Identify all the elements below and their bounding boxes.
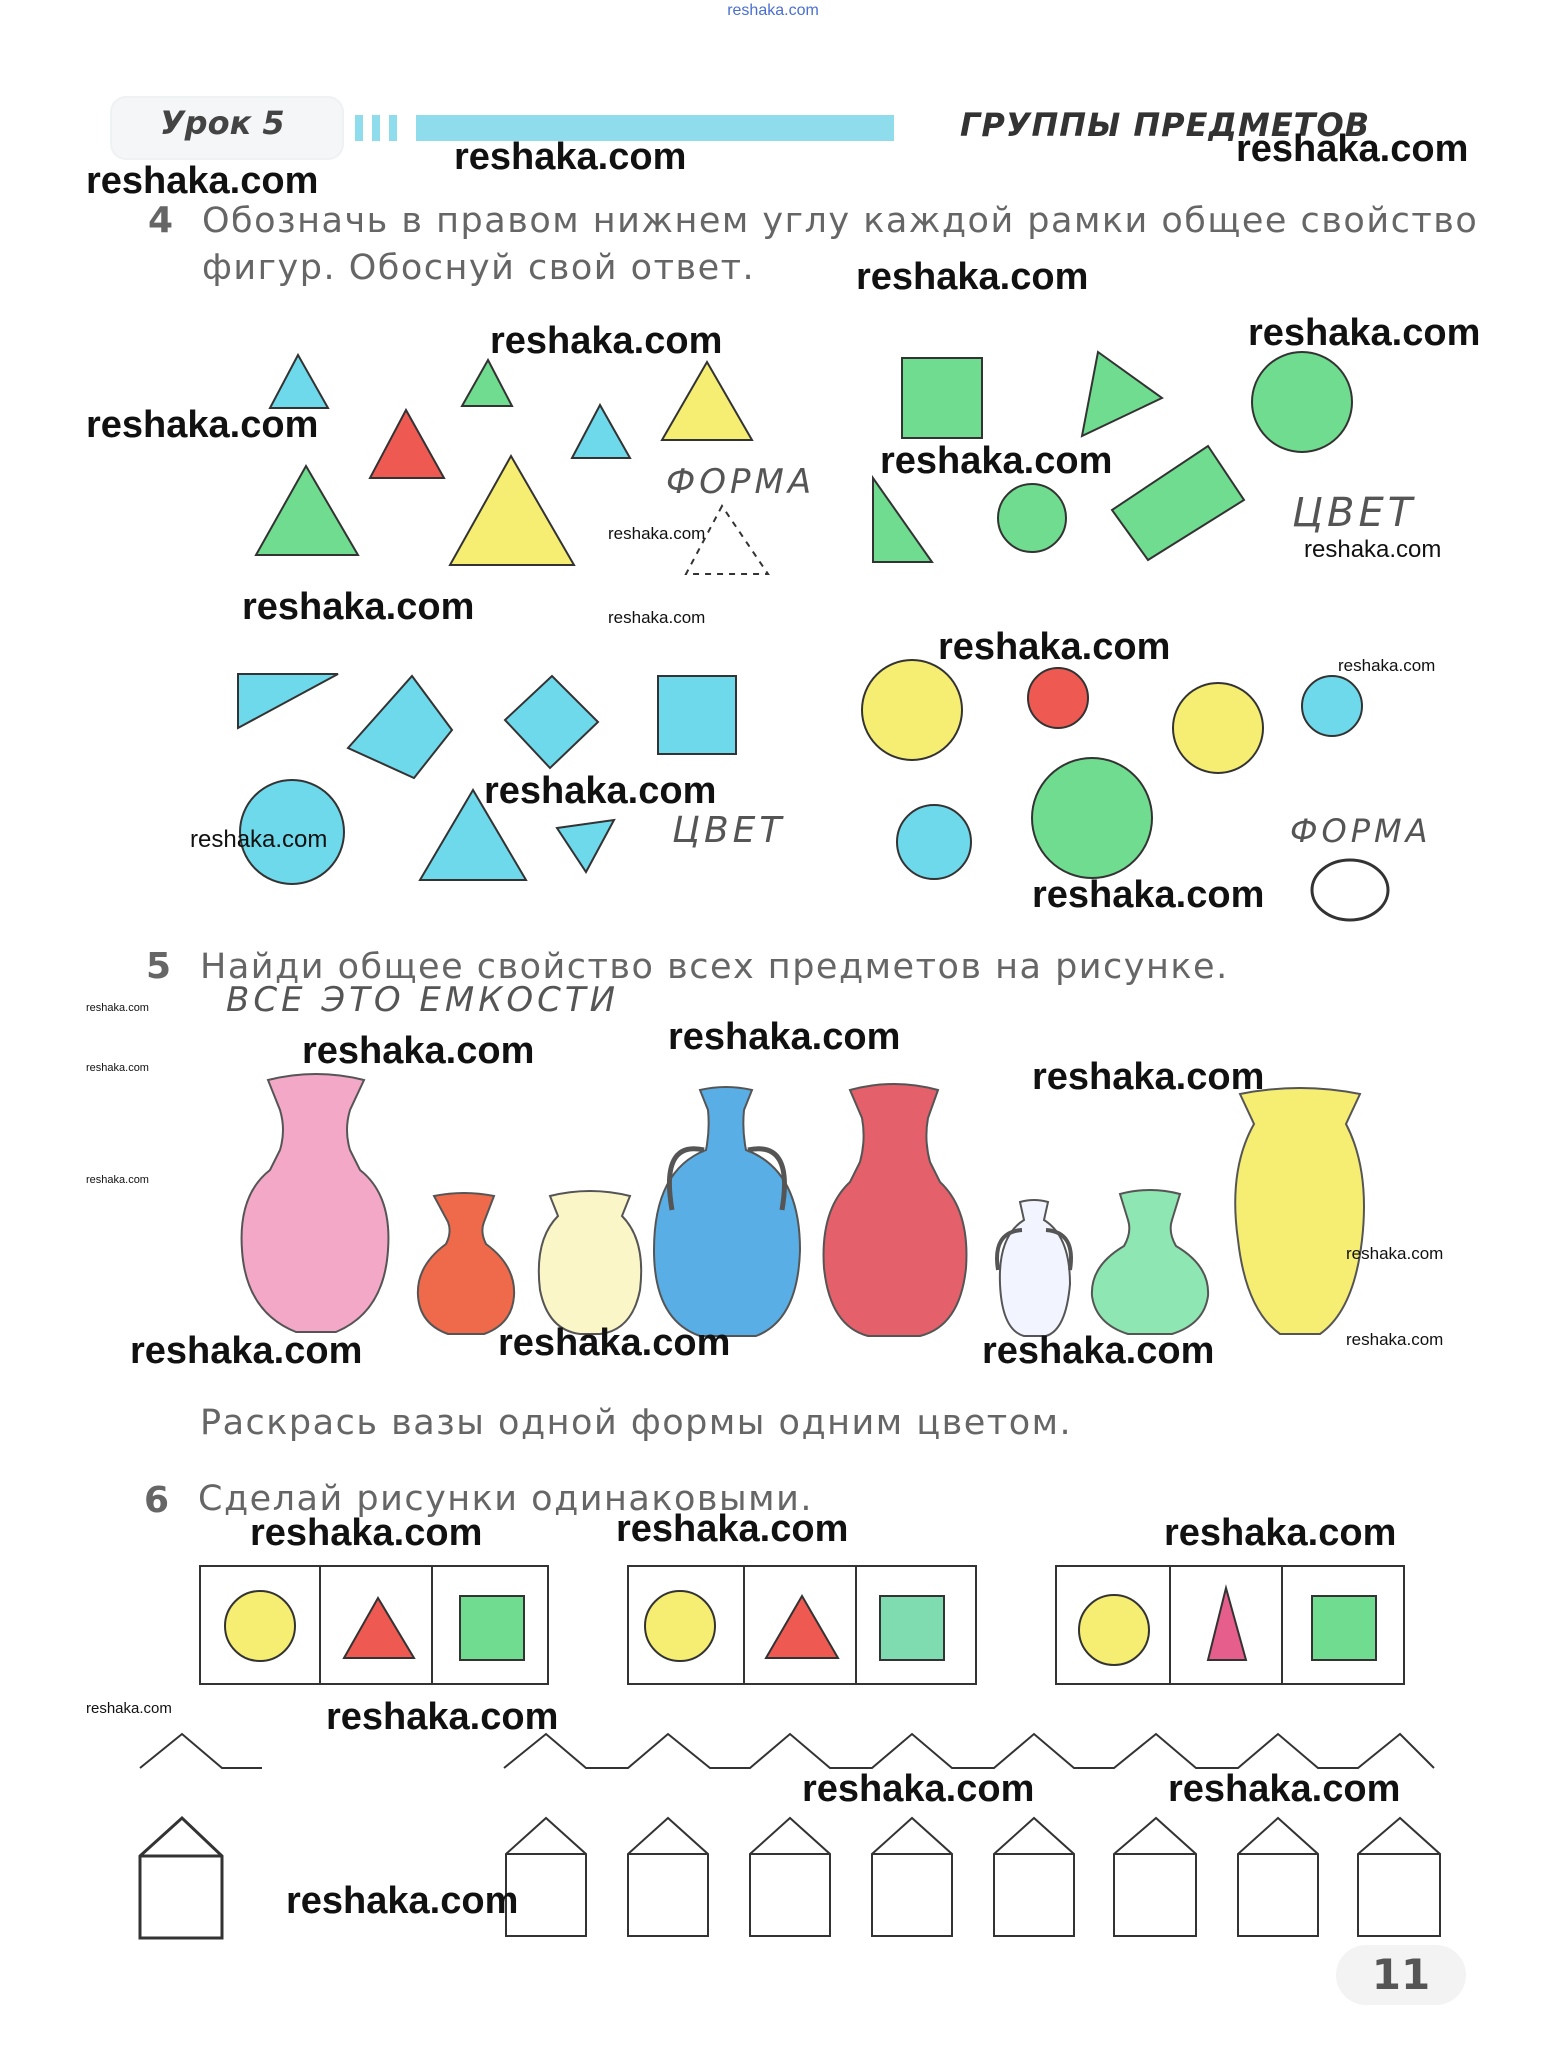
triangle xyxy=(370,410,444,478)
rectangle xyxy=(505,676,598,768)
watermark: reshaka.com xyxy=(616,1508,849,1550)
watermark: reshaka.com xyxy=(668,1016,901,1058)
triangle xyxy=(572,405,630,458)
task-5-instruction: Раскрась вазы одной формы одним цветом. xyxy=(200,1403,1073,1443)
triangle xyxy=(462,360,512,406)
rectangle xyxy=(1112,446,1244,560)
watermark: reshaka.com xyxy=(608,524,706,543)
page-number: 11 xyxy=(1336,1945,1466,2005)
watermark: reshaka.com xyxy=(1248,312,1481,354)
triangle xyxy=(270,355,328,408)
triangle xyxy=(1208,1588,1246,1660)
house-outlines xyxy=(506,1818,1440,1936)
zigzag-pattern xyxy=(140,1734,1434,1768)
task-5-answer: ВСЕ ЭТО ЕМКОСТИ xyxy=(226,980,620,1020)
square xyxy=(902,358,982,438)
watermark: reshaka.com xyxy=(498,1322,731,1364)
site-link[interactable]: reshaka.com xyxy=(727,2,819,19)
quadrilateral xyxy=(348,676,452,778)
watermark: reshaka.com xyxy=(1032,1056,1265,1098)
watermark: reshaka.com xyxy=(938,626,1171,668)
watermark: reshaka.com xyxy=(608,608,706,627)
watermark: reshaka.com xyxy=(86,1700,172,1717)
watermark: reshaka.com xyxy=(1304,536,1442,563)
watermark: reshaka.com xyxy=(86,1062,149,1074)
answer-frame-1: ФОРМА xyxy=(666,462,816,502)
watermark: reshaka.com xyxy=(1236,128,1469,170)
circle xyxy=(225,1591,295,1661)
vase-red-large xyxy=(824,1084,967,1336)
circle xyxy=(645,1591,715,1661)
vase-red xyxy=(418,1193,514,1334)
topic-title: ГРУППЫ ПРЕДМЕТОВ xyxy=(960,106,1371,144)
circle xyxy=(1079,1595,1149,1665)
square xyxy=(460,1596,524,1660)
circle xyxy=(897,805,971,879)
triangle xyxy=(450,456,574,565)
circle xyxy=(998,484,1066,552)
circle xyxy=(1302,676,1362,736)
answer-frame-2: ЦВЕТ xyxy=(1292,490,1417,536)
triangle xyxy=(344,1598,414,1658)
answer-frame-4: ФОРМА xyxy=(1290,812,1432,850)
watermark: reshaka.com xyxy=(1346,1330,1444,1349)
watermark: reshaka.com xyxy=(86,404,319,446)
triangle xyxy=(766,1596,838,1658)
watermark: reshaka.com xyxy=(190,826,328,853)
watermark: reshaka.com xyxy=(856,256,1089,298)
watermark: reshaka.com xyxy=(1338,656,1436,675)
vase-yellow-tall xyxy=(1235,1088,1364,1334)
circle xyxy=(1032,758,1152,878)
answer-frame-3: ЦВЕТ xyxy=(672,810,786,851)
square xyxy=(658,676,736,754)
vase-green xyxy=(1092,1190,1208,1334)
watermark: reshaka.com xyxy=(86,1002,149,1014)
task-6-shapes xyxy=(225,1588,1376,1665)
circle xyxy=(1028,668,1088,728)
watermark: reshaka.com xyxy=(1168,1768,1401,1810)
task-4-text-line2: фигур. Обоснуй свой ответ. xyxy=(202,248,756,288)
task-6-number: 6 xyxy=(144,1480,170,1521)
task-4-text-line1: Обозначь в правом нижнем углу каждой рамки общее свойство xyxy=(202,201,1479,241)
triangle xyxy=(256,466,358,555)
vase-pink xyxy=(242,1074,389,1332)
vase-blue-amphora xyxy=(654,1087,800,1336)
triangle xyxy=(557,820,614,872)
watermark: reshaka.com xyxy=(1164,1512,1397,1554)
watermark: reshaka.com xyxy=(880,440,1113,482)
watermark: reshaka.com xyxy=(242,586,475,628)
task-6-text: Сделай рисунки одинаковыми. xyxy=(198,1479,813,1519)
vase-white-jug xyxy=(1000,1200,1070,1336)
square xyxy=(880,1596,944,1660)
square xyxy=(1312,1596,1376,1660)
watermark: reshaka.com xyxy=(1032,874,1265,916)
triangle xyxy=(873,478,932,562)
triangle xyxy=(1082,352,1162,436)
lesson-label: Урок 5 xyxy=(160,104,285,142)
watermark: reshaka.com xyxy=(454,136,687,178)
watermark: reshaka.com xyxy=(490,320,723,362)
watermark: reshaka.com xyxy=(326,1696,559,1738)
vase-pale-yellow xyxy=(539,1191,641,1334)
watermark: reshaka.com xyxy=(286,1880,519,1922)
vases xyxy=(242,1074,1364,1336)
watermark: reshaka.com xyxy=(250,1512,483,1554)
watermark: reshaka.com xyxy=(302,1030,535,1072)
house xyxy=(140,1818,222,1938)
answer-circle-outline xyxy=(1312,860,1388,920)
task-5-number: 5 xyxy=(146,946,172,987)
watermark: reshaka.com xyxy=(130,1330,363,1372)
task-4-number: 4 xyxy=(148,200,174,241)
watermark: reshaka.com xyxy=(86,1174,149,1186)
watermark: reshaka.com xyxy=(802,1768,1035,1810)
circle xyxy=(862,660,962,760)
watermark: reshaka.com xyxy=(86,160,319,202)
circle xyxy=(1252,352,1352,452)
triangle xyxy=(662,362,752,440)
watermark: reshaka.com xyxy=(982,1330,1215,1372)
circle xyxy=(1173,683,1263,773)
task-5-text: Найди общее свойство всех предметов на рисунке. xyxy=(200,947,1229,987)
watermark: reshaka.com xyxy=(1346,1244,1444,1263)
watermark: reshaka.com xyxy=(484,770,717,812)
triangle xyxy=(238,674,338,728)
